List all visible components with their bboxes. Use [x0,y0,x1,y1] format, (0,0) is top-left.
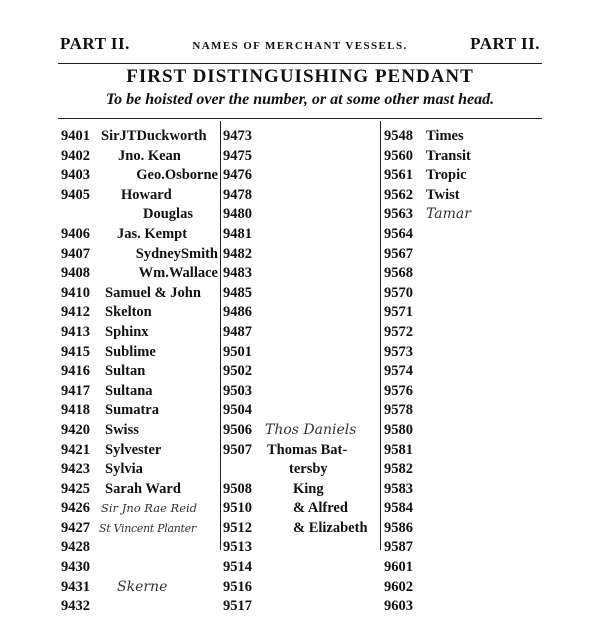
signal-number: 9564 [384,225,413,242]
vessel-entry [223,264,379,284]
vessel-name: Jas. Kempt [117,225,188,242]
vessel-entry [61,382,218,402]
vessel-entry [384,578,544,598]
signal-number: 9413 [61,323,90,340]
vessel-entry [384,186,544,206]
vessel-name: Sultana [105,382,153,399]
vessel-entry [61,225,218,245]
vessel-name: SirJTDuckworth [101,128,207,144]
signal-number: 9412 [61,304,90,321]
vessel-name: Sylvester [105,441,162,458]
signal-number: 9406 [61,225,90,242]
signal-number: 9601 [384,559,413,576]
signal-number: 9574 [384,363,413,380]
signal-number: 9584 [384,500,413,517]
signal-number: 9401 [61,128,90,144]
vessel-name: Jno. Kean [118,147,181,164]
signal-number: 9481 [223,225,252,242]
signal-number: 9517 [223,598,252,615]
vessel-name: Swiss [105,421,139,438]
signal-number: 9580 [384,421,413,438]
vessel-entry [223,362,379,382]
vessel-entry [61,538,218,558]
vessel-entry [384,303,544,323]
signal-number: 9560 [384,147,413,164]
vessel-entry [223,343,379,363]
vessel-entry [384,205,544,225]
vessel-entry [384,264,544,284]
vessel-name: Sarah Ward [105,480,181,497]
vessel-entry [223,303,379,323]
vessel-name: Geo.Osborne [136,167,218,184]
vessel-entry [223,225,379,245]
vessel-entry [223,421,379,441]
signal-number: 9581 [384,441,413,458]
signal-number: 9427 [61,519,90,536]
signal-number: 9407 [61,245,90,262]
vessel-entry [223,147,379,167]
vessel-entry [61,401,218,421]
vessel-entry [384,538,544,558]
header-part-left: PART II. [60,34,130,53]
vessel-name: King [293,480,324,497]
signal-number: 9418 [61,402,90,419]
vessel-name: Twist [426,186,460,203]
running-header [60,34,540,56]
vessel-entry [384,284,544,304]
vessel-name: Tropic [426,167,467,184]
vessel-entry [384,225,544,245]
vessel-entry [384,382,544,402]
signal-number: 9508 [223,480,252,497]
title-rule [58,118,542,119]
signal-number: 9504 [223,402,252,419]
vessel-entry [223,205,379,225]
signal-number: 9420 [61,421,90,438]
vessel-entry [223,401,379,421]
vessel-name: Skelton [105,304,152,321]
signal-number: 9513 [223,539,252,556]
vessel-entry [223,597,379,617]
vessel-entry [223,499,379,519]
signal-number: 9578 [384,402,413,419]
vessel-name: tersby [289,461,328,478]
vessel-name: Samuel & John [105,284,201,301]
signal-number: 9576 [384,382,413,399]
vessel-name: Sumatra [105,402,159,419]
vessel-entry [223,558,379,578]
vessel-column-1 [61,127,218,617]
vessel-entry [384,441,544,461]
vessel-column-2 [223,127,379,617]
signal-number: 9582 [384,461,413,478]
signal-number: 9473 [223,128,252,144]
vessel-name-handwritten: Skerne [117,578,168,595]
vessel-entry [223,382,379,402]
vessel-entry [61,578,218,598]
signal-number: 9423 [61,461,90,478]
vessel-name-handwritten: St Vincent Planter [99,521,196,535]
vessel-entry [384,480,544,500]
vessel-name: Douglas [143,206,193,223]
vessel-entry [223,519,379,539]
vessel-entry [223,166,379,186]
signal-number: 9486 [223,304,252,321]
signal-number: 9587 [384,539,413,556]
vessel-name-handwritten: Tamar [426,206,471,223]
vessel-entry [384,362,544,382]
signal-number: 9487 [223,323,252,340]
vessel-entry [61,362,218,382]
vessel-name: Times [426,128,464,144]
vessel-entry [61,597,218,617]
signal-number: 9476 [223,167,252,184]
vessel-entry [384,597,544,617]
vessel-entry [384,147,544,167]
vessel-entry [223,441,379,461]
signal-number: 9405 [61,186,90,203]
vessel-name: Sphinx [105,323,149,340]
signal-number: 9478 [223,186,252,203]
vessel-entry [61,284,218,304]
signal-number: 9416 [61,363,90,380]
vessel-entry [61,186,218,206]
signal-number: 9586 [384,519,413,536]
signal-number: 9483 [223,265,252,282]
signal-number: 9602 [384,578,413,595]
vessel-entry [384,127,544,147]
signal-number: 9410 [61,284,90,301]
signal-number: 9514 [223,559,252,576]
signal-number: 9403 [61,167,90,184]
signal-number: 9563 [384,206,413,223]
vessel-column-3 [384,127,544,617]
signal-number: 9567 [384,245,413,262]
signal-number: 9480 [223,206,252,223]
vessel-entry [223,460,379,480]
vessel-name: Sylvia [105,461,143,478]
header-rule [58,63,542,64]
signal-number: 9548 [384,128,413,144]
signal-number: 9516 [223,578,252,595]
signal-number: 9571 [384,304,413,321]
vessel-name: Wm.Wallace [138,265,218,282]
signal-number: 9485 [223,284,252,301]
signal-number: 9402 [61,147,90,164]
vessel-name: Transit [426,147,471,164]
signal-number: 9572 [384,323,413,340]
vessel-entry [223,186,379,206]
signal-number: 9561 [384,167,413,184]
header-section-title: NAMES OF MERCHANT VESSELS. [192,40,408,52]
vessel-entry [61,127,218,147]
vessel-name: SydneySmith [135,245,218,262]
signal-number: 9501 [223,343,252,360]
signal-number: 9573 [384,343,413,360]
vessel-entry [384,166,544,186]
vessel-entry [384,245,544,265]
vessel-name: Sublime [105,343,156,360]
signal-number: 9408 [61,265,90,282]
signal-number: 9428 [61,539,90,556]
vessel-entry [61,421,218,441]
signal-number: 9431 [61,578,90,595]
vessel-name: Howard [121,186,172,203]
signal-number: 9502 [223,363,252,380]
page-subtitle: To be hoisted over the number, or at some other mast head. [105,91,495,108]
vessel-name: Thomas Bat- [267,441,348,458]
signal-number: 9562 [384,186,413,203]
signal-number: 9421 [61,441,90,458]
signal-number: 9417 [61,382,90,399]
vessel-entry [61,460,218,480]
signal-number: 9430 [61,559,90,576]
signal-number: 9503 [223,382,252,399]
vessel-entry [61,441,218,461]
vessel-entry [61,205,218,225]
signal-number: 9583 [384,480,413,497]
vessel-name: & Elizabeth [293,519,368,536]
vessel-entry [61,245,218,265]
vessel-entry [384,421,544,441]
vessel-entry [223,245,379,265]
vessel-entry [61,166,218,186]
signal-number: 9426 [61,500,90,517]
vessel-entry [61,558,218,578]
page-title: FIRST DISTINGUISHING PENDANT [126,66,474,87]
vessel-entry [223,480,379,500]
vessel-entry [223,127,379,147]
vessel-entry [223,284,379,304]
vessel-entry [61,264,218,284]
vessel-entry [61,480,218,500]
signal-number: 9506 [223,421,252,438]
signal-number: 9432 [61,598,90,615]
signal-number: 9425 [61,480,90,497]
vessel-entry [384,558,544,578]
signal-number: 9568 [384,265,413,282]
signal-number: 9475 [223,147,252,164]
signal-number: 9507 [223,441,252,458]
vessel-entry [61,323,218,343]
vessel-name: Sultan [105,363,146,380]
vessel-entry [384,460,544,480]
vessel-entry [223,323,379,343]
vessel-entry [384,519,544,539]
signal-number: 9570 [384,284,413,301]
vessel-entry [61,519,218,539]
column-divider [380,121,381,550]
signal-number: 9512 [223,519,252,536]
vessel-name-handwritten: Thos Daniels [265,421,357,438]
vessel-entry [384,401,544,421]
signal-number: 9415 [61,343,90,360]
header-part-right: PART II. [470,34,540,53]
vessel-name: & Alfred [293,500,348,517]
vessel-entry [384,499,544,519]
vessel-entry [61,499,218,519]
vessel-entry [223,578,379,598]
vessel-entry [61,303,218,323]
signal-number: 9510 [223,500,252,517]
column-divider [220,121,221,550]
vessel-name-handwritten: Sir Jno Rae Reid [101,501,198,516]
vessel-entry [384,323,544,343]
vessel-entry [61,147,218,167]
vessel-entry [223,538,379,558]
signal-number: 9482 [223,245,252,262]
vessel-entry [61,343,218,363]
signal-number: 9603 [384,598,413,615]
vessel-entry [384,343,544,363]
